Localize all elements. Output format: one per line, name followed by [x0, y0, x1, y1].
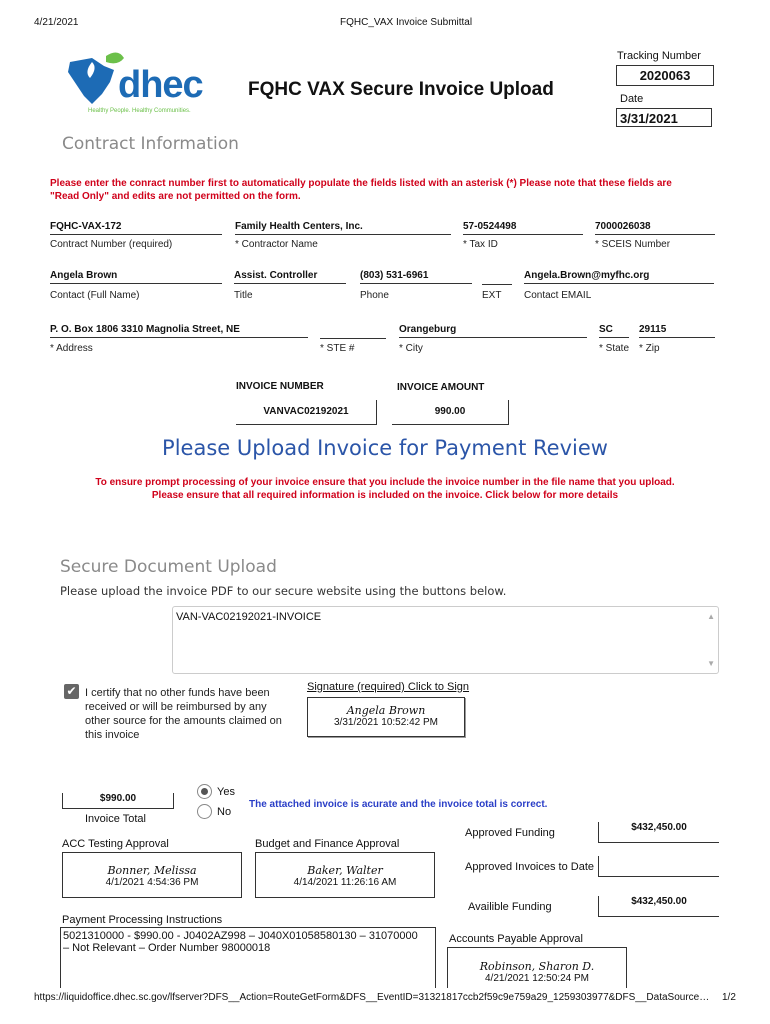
- invoice-number-field[interactable]: VANVAC02192021: [236, 400, 377, 425]
- page-number: 1/2: [722, 992, 736, 1003]
- dhec-logo: [62, 48, 224, 120]
- certify-checkbox[interactable]: [64, 684, 79, 699]
- phone-label: Phone: [360, 290, 389, 301]
- contact-name-field[interactable]: Angela Brown: [50, 270, 222, 284]
- print-date: 4/21/2021: [34, 17, 79, 28]
- uploaded-file-name[interactable]: VAN-VAC02192021-INVOICE: [176, 611, 322, 623]
- payment-processing-line1: 5021310000 - $990.00 - J0402AZ998 – J040X01058580130 – 31070000: [63, 930, 418, 942]
- accounts-payable-signature-box[interactable]: [447, 947, 627, 990]
- zip-field[interactable]: 29115: [639, 324, 715, 338]
- title-field[interactable]: Assist. Controller: [234, 270, 346, 284]
- certify-text: [85, 686, 282, 742]
- state-field[interactable]: SC: [599, 324, 629, 338]
- checkmark-icon: ✔: [66, 684, 77, 698]
- budget-finance-name: Baker, Walter: [307, 864, 383, 877]
- date-label: Date: [620, 93, 644, 105]
- form-title: FQHC VAX Secure Invoice Upload: [248, 79, 554, 100]
- radio-no[interactable]: [197, 804, 212, 819]
- invoice-amount-field[interactable]: 990.00: [392, 400, 509, 425]
- window-title: FQHC_VAX Invoice Submittal: [340, 17, 473, 28]
- logo-wordmark: dhec: [118, 64, 203, 106]
- address-field[interactable]: P. O. Box 1806 3310 Magnolia Street, NE: [50, 324, 308, 338]
- signature-name: Angela Brown: [346, 704, 426, 717]
- acc-testing-name: Bonner, Melissa: [107, 864, 197, 877]
- contract-number-field[interactable]: FQHC-VAX-172: [50, 221, 222, 235]
- upload-notice-line1: To ensure prompt processing of your invoice ensure that you include the invoice number in the file name that you upload.: [95, 477, 675, 488]
- ste-field[interactable]: [320, 324, 386, 339]
- acc-testing-label: ACC Testing Approval: [62, 838, 169, 850]
- invoice-number-label: INVOICE NUMBER: [236, 381, 324, 392]
- approved-funding-field[interactable]: $432,450.00: [598, 822, 719, 843]
- certify-text-line: received or will be reimbursed by any: [85, 701, 267, 713]
- certify-text-line: I certify that no other funds have been: [85, 687, 270, 699]
- budget-finance-timestamp: 4/14/2021 11:26:16 AM: [293, 877, 397, 888]
- signature-label: Signature (required) Click to Sign: [307, 681, 470, 693]
- approved-invoices-field[interactable]: [598, 856, 719, 877]
- ext-field[interactable]: [482, 270, 512, 285]
- contact-name-label: Contact (Full Name): [50, 290, 140, 301]
- contractor-name-field[interactable]: Family Health Centers, Inc.: [235, 221, 451, 235]
- sceis-number-label: * SCEIS Number: [595, 239, 671, 250]
- contractor-name-label: * Contractor Name: [235, 239, 318, 250]
- contract-number-label: Contract Number (required): [50, 239, 173, 250]
- invoice-total-field[interactable]: $990.00: [62, 793, 174, 809]
- contract-section-heading: Contract Information: [62, 134, 239, 154]
- invoice-total-label: Invoice Total: [85, 813, 146, 825]
- available-funding-field[interactable]: $432,450.00: [598, 896, 719, 917]
- budget-finance-label: Budget and Finance Approval: [255, 838, 400, 850]
- payment-processing-label: Payment Processing Instructions: [62, 914, 223, 926]
- upload-notice-line2: Please ensure that all required information is included on the invoice. Click below for more details: [151, 490, 619, 501]
- scroll-down-icon[interactable]: ▼: [707, 659, 715, 668]
- scroll-up-icon[interactable]: ▲: [707, 612, 715, 621]
- payment-processing-line2: – Not Relevant – Order Number 98000018: [63, 942, 271, 954]
- address-label: * Address: [50, 343, 93, 354]
- phone-field[interactable]: (803) 531-6961: [360, 270, 472, 284]
- tax-id-label: * Tax ID: [463, 239, 498, 250]
- ste-label: * STE #: [320, 343, 355, 354]
- tracking-label: Tracking Number: [617, 50, 701, 62]
- uploaded-file-list[interactable]: [172, 606, 719, 674]
- state-label: * State: [599, 343, 630, 354]
- city-field[interactable]: Orangeburg: [399, 324, 587, 338]
- secure-upload-instruction: Please upload the invoice PDF to our secure website using the buttons below.: [60, 584, 507, 598]
- budget-finance-signature-box[interactable]: [255, 852, 435, 898]
- radio-yes[interactable]: [197, 784, 212, 799]
- radio-yes-label: Yes: [217, 786, 235, 798]
- accounts-payable-label: Accounts Payable Approval: [449, 933, 583, 945]
- sceis-number-field[interactable]: 7000026038: [595, 221, 715, 235]
- contact-email-field[interactable]: Angela.Brown@myfhc.org: [524, 270, 714, 284]
- signature-timestamp: 3/31/2021 10:52:42 PM: [334, 717, 438, 728]
- ext-label: EXT: [482, 290, 502, 301]
- contact-email-label: Contact EMAIL: [524, 290, 592, 301]
- zip-label: * Zip: [639, 343, 660, 354]
- contract-notice: Please enter the conract number first to automatically populate the fields listed with an asterisk (*) Please note that these fields are "Read Only" and edits are not permitted on the form.: [50, 178, 672, 202]
- acc-testing-signature-box[interactable]: [62, 852, 242, 898]
- invoice-amount-label: INVOICE AMOUNT: [397, 382, 485, 393]
- payment-processing-field[interactable]: [60, 927, 436, 990]
- title-label: Title: [234, 290, 253, 301]
- accounts-payable-name: Robinson, Sharon D.: [479, 960, 595, 973]
- secure-upload-heading: Secure Document Upload: [60, 557, 277, 577]
- accuracy-statement: The attached invoice is acurate and the invoice total is correct.: [249, 799, 548, 810]
- available-funding-label: Availible Funding: [468, 901, 552, 913]
- certify-text-line: other source for the amounts claimed on: [85, 715, 282, 727]
- approved-invoices-label: Approved Invoices to Date: [465, 861, 595, 873]
- signature-box[interactable]: [307, 697, 465, 737]
- tracking-number-field[interactable]: 2020063: [616, 65, 714, 86]
- city-label: * City: [399, 343, 423, 354]
- radio-no-label: No: [217, 806, 232, 818]
- date-field[interactable]: 3/31/2021: [616, 108, 712, 127]
- footer-url: https://liquidoffice.dhec.sc.gov/lfserver?DFS__Action=RouteGetForm&DFS__EventID=31321817ccb2f59c9e759a29_1259303977&DFS__DataSource…: [34, 992, 710, 1003]
- tax-id-field[interactable]: 57-0524498: [463, 221, 583, 235]
- logo-tagline: Healthy People. Healthy Communities.: [88, 108, 191, 114]
- acc-testing-timestamp: 4/1/2021 4:54:36 PM: [105, 877, 199, 888]
- upload-heading: Please Upload Invoice for Payment Review: [162, 436, 608, 460]
- approved-funding-label: Approved Funding: [465, 827, 555, 839]
- radio-selected-dot: [201, 788, 208, 795]
- certify-text-line: this invoice: [85, 729, 140, 741]
- accounts-payable-timestamp: 4/21/2021 12:50:24 PM: [485, 973, 589, 984]
